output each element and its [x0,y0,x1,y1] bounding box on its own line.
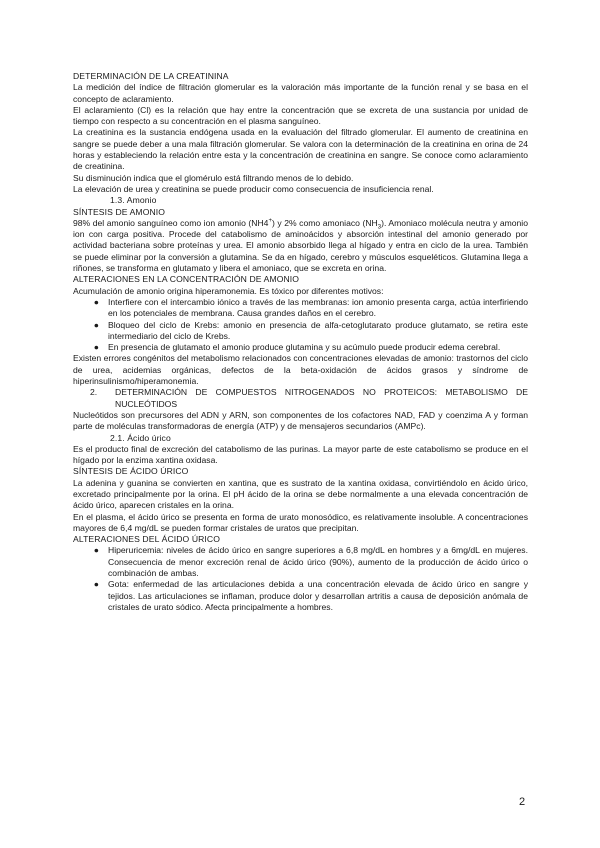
paragraph-amonio: 98% del amonio sanguíneo como ion amonio (NH4+) y 2% como amoniaco $(NH_3)$. Amoniaco molécula neutra y amonio ion con carga positiva. Procede del catabolismo de aminoácidos y absorción intestinal del amonio generado por actividad bacteriana sobre proteínas y urea. El amonio absorbido llega al hígado y entra en ciclo de la urea. También se puede eliminar por la conversión a glutamina. Se da en hígado, cerebro y músculos esqueléticos. Glutamina llega a riñones, se transforma en glutamato y libera el amoniaco, que se excreta en orina. [73,217,528,274]
bullet-icon: ● [93,579,99,590]
page-content [73,71,528,613]
section-heading-creatinina: DETERMINACIÓN DE LA CREATININA [73,71,229,81]
bullet-icon: ● [93,342,99,353]
paragraph: La creatinina es la sustancia endógena usada en la evaluación del filtrado glomerular. El aumento de creatinina en sangre se puede deber a una mala filtración glomerular. Se valora con la determinación de la creatinina en orina de 24 horas y estableciendo la relación entre esta y la concentración de creatinina en sangre. Se conoce como aclaramiento de creatinina. [73,127,528,172]
paragraph: Es el producto final de excreción del catabolismo de las purinas. La mayor parte de este catabolismo se produce en el hígado por la enzima xantina oxidasa. [73,443,528,466]
paragraph: Acumulación de amonio origina hiperamonemia. Es tóxico por diferentes motivos: [73,285,384,296]
bullet-icon: ● [93,545,99,556]
paragraph: Existen errores congénitos del metabolismo relacionados con concentraciones elevadas de amonio: trastornos del ciclo de urea, acidemias orgánicas, defectos de la beta-oxidación de ácidos grasos y síndrome de hiperinsulinismo/hiperamonemia. [73,353,528,387]
list-item: ● Hiperuricemia: niveles de ácido úrico en sangre superiores a 6,8 mg/dL en hombres y a 6mg/dL en mujeres. Consecuencia de menor excreción renal de ácido úrico (90%), aumento de la producción de ácido úrico o combinación de ambas. [73,545,528,579]
subheading-acido-urico: 2.1. Ácido úrico [110,432,171,443]
section-heading-nitrogenados: 2. DETERMINACIÓN DE COMPUESTOS NITROGENADOS NO PROTEICOS: METABOLISMO DE NUCLEÓTIDOS [90,387,528,409]
list-item: ● Gota: enfermedad de las articulaciones debida a una concentración elevada de ácido úrico en sangre y tejidos. Las articulaciones se inflaman, produce dolor y desarrollan artritis a causa de deposición anómala de cristales de urato sódico. Afecta principalmente a hombres. [73,579,528,613]
bullet-list-acido-urico [73,545,528,613]
heading-alteraciones-amonio: ALTERACIONES EN LA CONCENTRACIÓN DE AMONIO [73,274,300,285]
heading-alteraciones-acido-urico: ALTERACIONES DEL ÁCIDO ÚRICO [73,534,221,545]
heading-sintesis-acido-urico: SÍNTESIS DE ÁCIDO ÚRICO [73,466,189,477]
paragraph: En el plasma, el ácido úrico se presenta en forma de urato monosódico, es relativamente insoluble. A concentraciones mayores de 6,4 mg/dL se pueden formar cristales de uratos que precipitan. [73,511,528,533]
page-number: 2 [519,796,526,808]
heading-sintesis-amonio: SÍNTESIS DE AMONIO [73,206,166,217]
bullet-list-amonio [73,297,528,353]
paragraph: Su disminución indica que el glomérulo está filtrando menos de lo debido. [73,172,354,183]
list-item: ● En presencia de glutamato el amonio produce glutamina y su acúmulo puede producir edema cerebral. [73,342,528,353]
paragraph: La medición del índice de filtración glomerular es la valoración más importante de la función renal y se basa en el concepto de aclaramiento. [73,82,528,104]
paragraph: El aclaramiento (Cl) es la relación que hay entre la concentración que se excreta de una sustancia por unidad de tiempo con respecto a su concentración en el plasma sanguíneo. [73,104,528,127]
bullet-icon: ● [93,296,99,307]
paragraph: Nucleótidos son precursores del ADN y ARN, son componentes de los cofactores NAD, FAD y coenzima A y forman parte de moléculas transformadoras de energía (ATP) y de mensajeros secundarios (AMPc). [73,409,528,432]
subheading-amonio: 1.3. Amonio [110,195,157,206]
bullet-icon: ● [93,319,99,330]
paragraph: La adenina y guanina se convierten en xantina, que es sustrato de la xantina oxidasa, convirtiéndolo en ácido úrico, excretado principalmente por la orina. El pH ácido de la orina se debe normalmente a una elevada concentración de ácido úrico, aparecen cristales en la orina. [73,477,528,511]
paragraph: La elevación de urea y creatinina se puede producir como consecuencia de insuficiencia renal. [73,183,434,194]
list-item: ● Interfiere con el intercambio iónico a través de las membranas: ion amonio presenta carga, actúa interfiriendo en los potenciales de membrana. Causa grandes daños en el cerebro. [73,297,528,320]
list-item: ● Bloqueo del ciclo de Krebs: amonio en presencia de alfa-cetoglutarato produce glutamato, se retira este intermediario del ciclo de Krebs. [73,320,528,343]
